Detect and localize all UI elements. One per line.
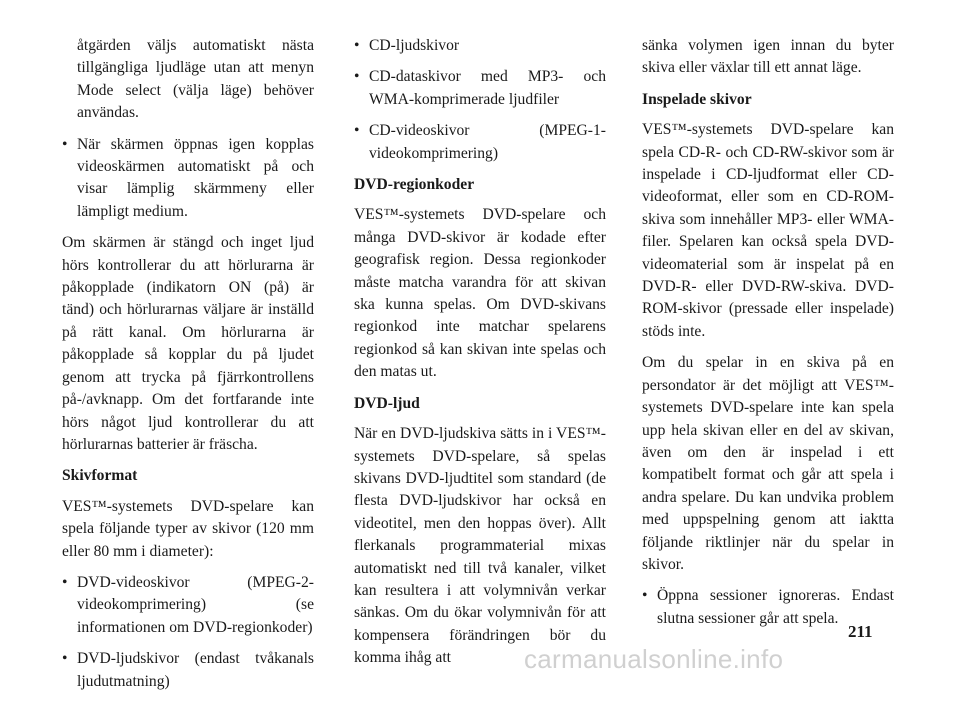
heading-disc-format: Skivformat xyxy=(62,467,138,485)
list-item-cd-data: • CD-dataskivor med MP3- och WMA-komprimerade ljudfiler xyxy=(354,66,606,111)
heading-dvd-audio: DVD-ljud xyxy=(354,394,420,412)
paragraph-recorded-discs: VES™-systemets DVD-spelare kan spela CD-R- och CD-RW-skivor som är inspelade i CD-ljudformat eller CD-videoformat, eller som en CD-ROM-skiva som innehåller MP3- eller WMA-filer. Spelaren kan också spela DVD-videomaterial som är inspelat på en DVD-R- eller DVD-RW-skiva. DVD-ROM-skivor (pressade eller inspelade) stöds inte. xyxy=(642,121,894,340)
list-item-continued: åtgärden väljs automatiskt nästa tillgängliga ljudläge utan att menyn Mode select (välja läge) behöver användas. xyxy=(77,37,314,122)
list-item-cd-video: • CD-videoskivor (MPEG-1-videokomprimering) xyxy=(354,120,606,165)
paragraph-pc-recorded: Om du spelar in en skiva på en persondator är det möjligt att VES™-systemets DVD-spelare inte kan spela upp hela skivan eller en del av skivan, även om den är inspelad i ett kompatibelt format och går att spela i andra spelare. Du kan undvika problem med uppspelning genom att iaktta följande riktlinjer när du spelar in skivor. xyxy=(642,354,894,573)
bullet-list xyxy=(62,35,314,223)
heading-recorded-discs: Inspelade skivor xyxy=(642,90,752,108)
bullet-list xyxy=(354,35,606,165)
paragraph-continued: sänka volymen igen innan du byter skiva eller växlar till ett annat läge. xyxy=(642,37,894,77)
list-item-screen-reopen: • När skärmen öppnas igen kopplas videoskärmen automatiskt på och visar lämplig skärmmeny eller lämpligt medium. xyxy=(62,134,314,224)
list-item-dvd-audio: • DVD-ljudskivor (endast tvåkanals ljudutmatning) xyxy=(62,648,314,693)
watermark: carmanualsonline.info xyxy=(524,644,784,674)
bullet-list xyxy=(62,572,314,693)
heading-region-codes: DVD-regionkoder xyxy=(354,176,475,194)
paragraph-region-codes: VES™-systemets DVD-spelare och många DVD-skivor är kodade efter geografisk region. Dessa regionkoder måste matcha varandra för att skivan ska kunna spelas. Om DVD-skivans regionkod inte matchar spelarens regionkod så kan skivan inte spelas och den matas ut. xyxy=(354,206,606,381)
column-right xyxy=(642,35,894,639)
paragraph-dvd-audio: När en DVD-ljudskiva sätts in i VES™-systemets DVD-spelare, så spelas skivans DVD-ljudtitel som standard (de flesta DVD-ljudskivor har också en videotitel, men den hoppas över). Allt flerkanals programmaterial mixas automatiskt ned till två kanaler, vilket kan resultera i att volymnivån verkar sänkas. Om du ökar volymnivån för att kompensera förändringen bör du komma ihåg att xyxy=(354,425,606,667)
list-item-sessions: • Öppna sessioner ignoreras. Endast slutna sessioner går att spela. xyxy=(642,585,894,630)
paragraph-disc-format: VES™-systemets DVD-spelare kan spela följande typer av skivor (120 mm eller 80 mm i diameter): xyxy=(62,497,314,560)
paragraph-screen-off: Om skärmen är stängd och inget ljud hörs kontrollerar du att hörlurarna är påkopplade (indikatorn ON (på) är tänd) och hörlurarnas väljare är inställd på rätt kanal. Om hörlurarna är påkopplade så kopplar du på ljudet genom att trycka på fjärrkontrollens på-/avknapp. Om det fortfarande inte hörs något ljud kontrollerar du att hörlurarnas batterier är fräscha. xyxy=(62,234,314,453)
list-item-dvd-video: • DVD-videoskivor (MPEG-2-videokomprimering) (se informationen om DVD-regionkoder) xyxy=(62,572,314,639)
column-middle xyxy=(354,35,606,679)
page-number: 211 xyxy=(848,622,873,641)
list-item-cd-audio: • CD-ljudskivor xyxy=(354,35,606,57)
column-left xyxy=(62,35,314,702)
